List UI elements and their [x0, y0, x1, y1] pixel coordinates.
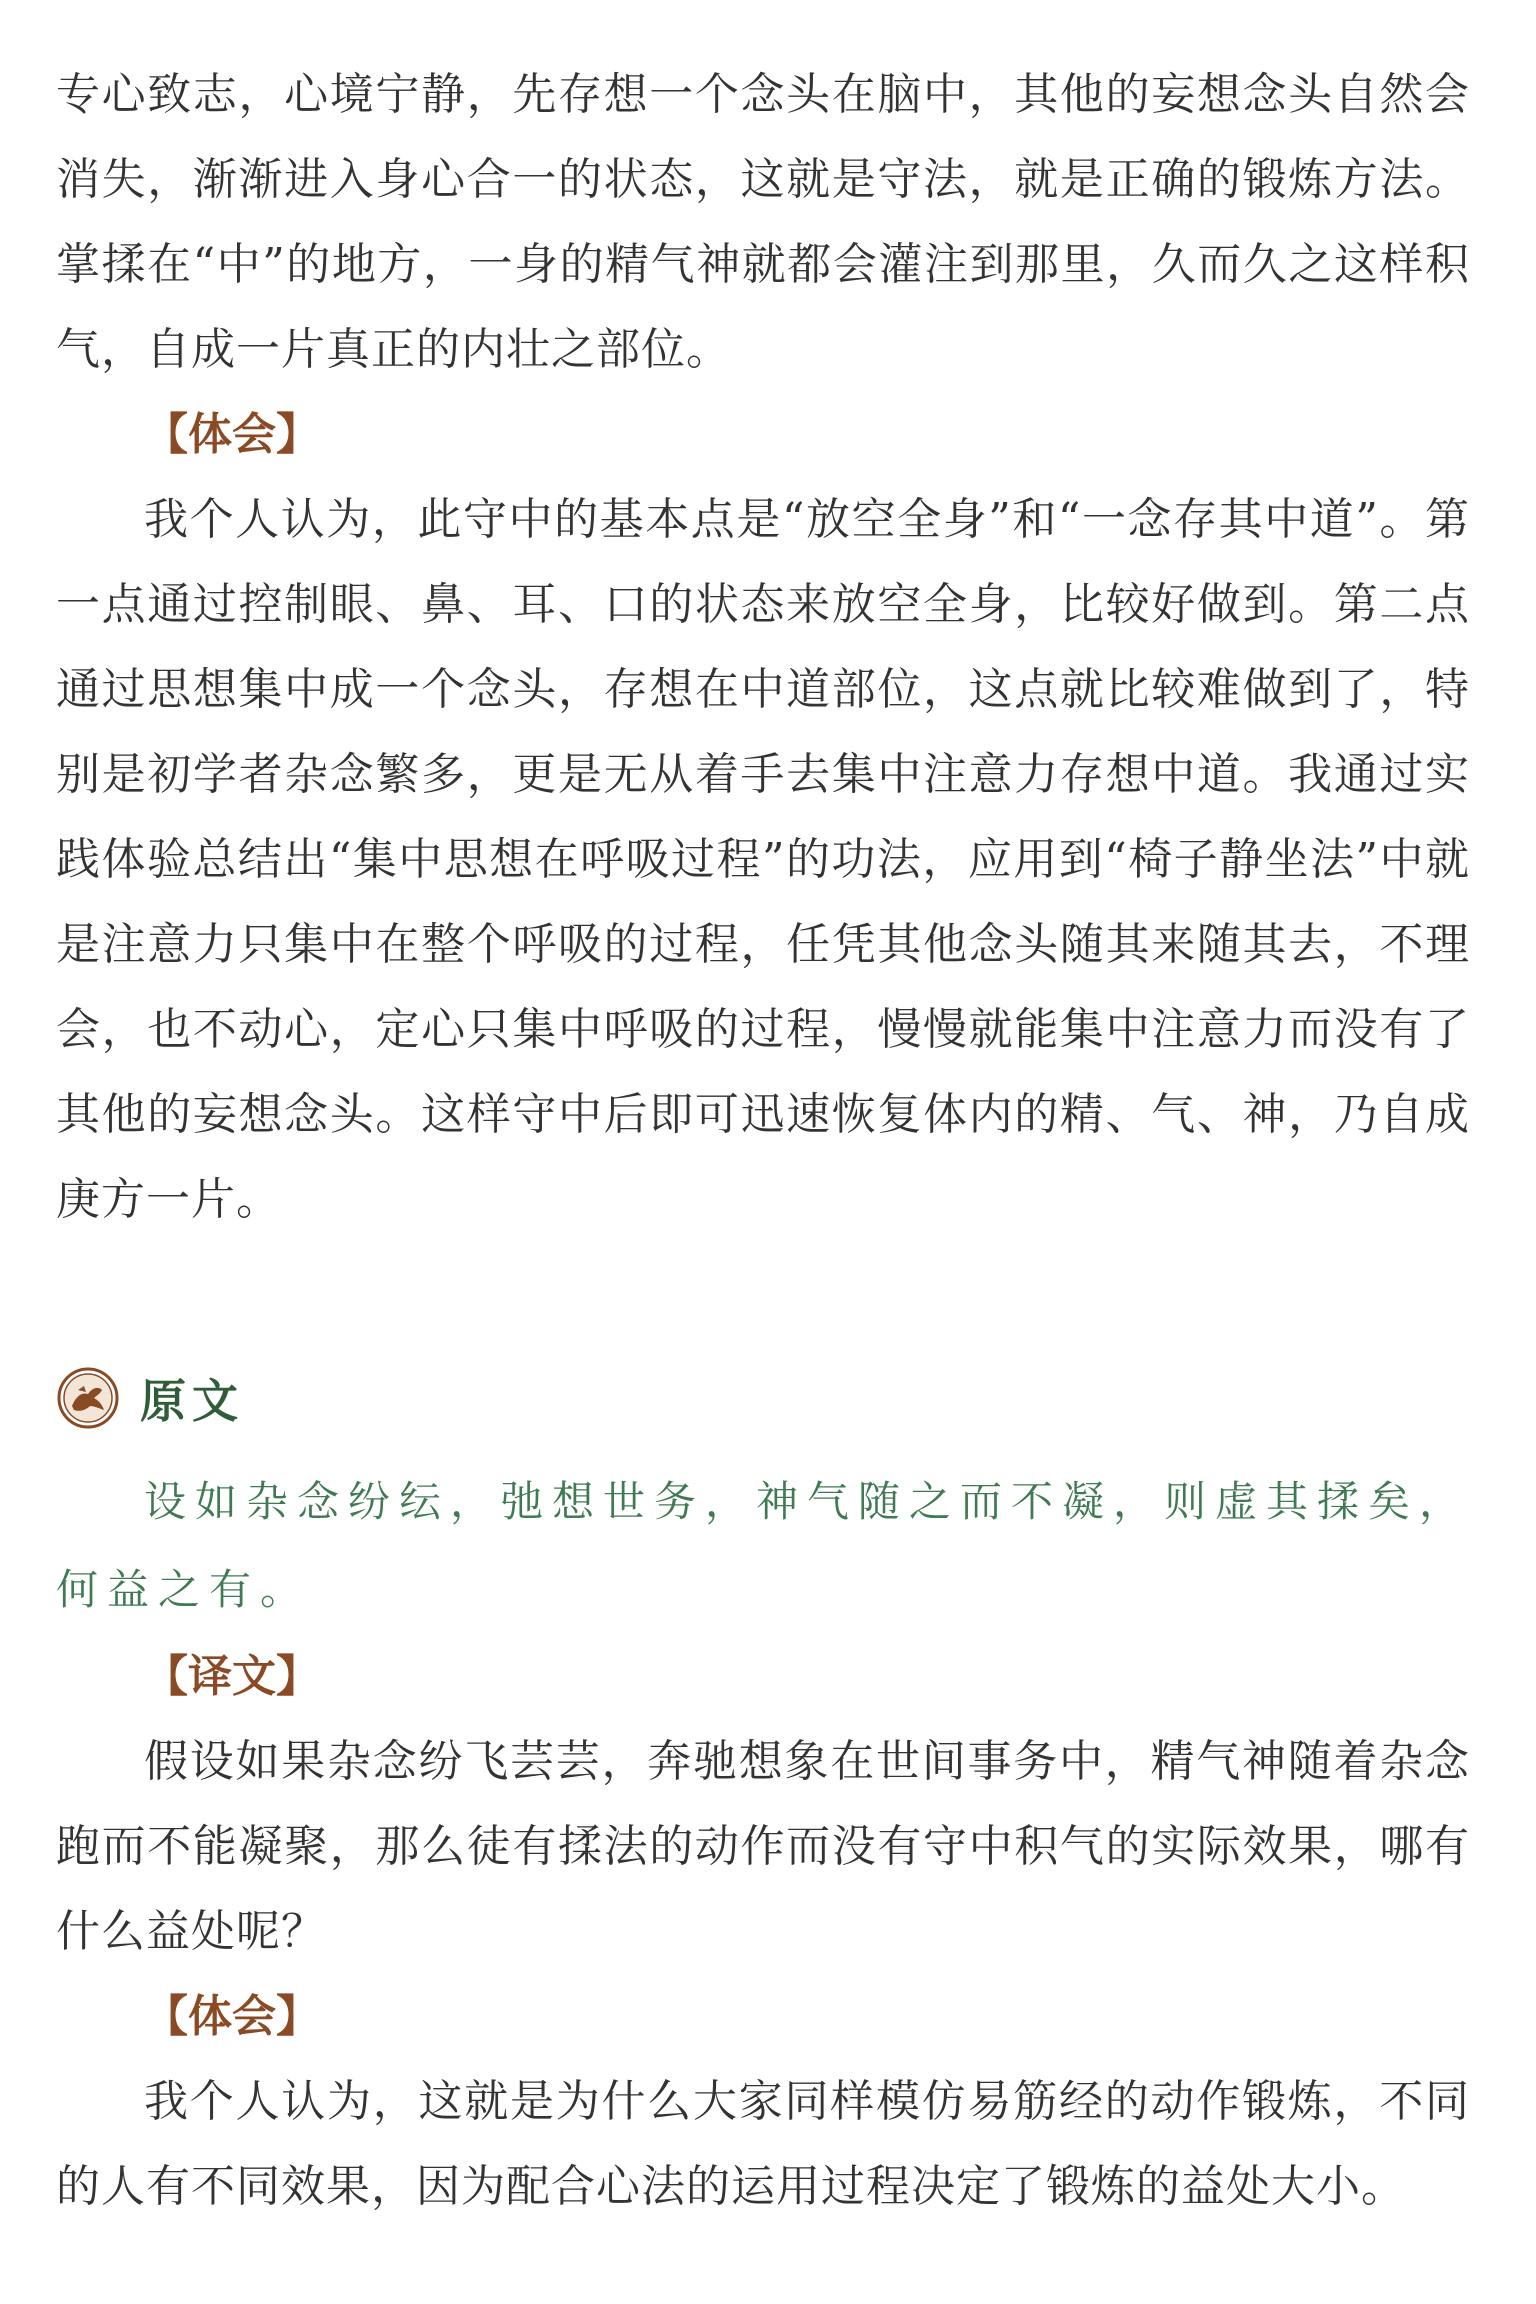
intro-paragraph: 专心致志，心境宁静，先存想一个念头在脑中，其他的妄想念头自然会消失，渐渐进入身心合一的状态，这就是守法，就是正确的锻炼方法。掌揉在“中”的地方，一身的精气神就都会灌注到那里，久而久之这样积气，自成一片真正的内壮之部位。: [56, 69, 1470, 375]
tihui-paragraph-1: 我个人认为，此守中的基本点是“放空全身”和“一念存其中道”。第一点通过控制眼、鼻、耳、口的状态来放空全身，比较好做到。第二点通过思想集中成一个念头，存想在中道部位，这点就比较难做到了，特别是初学者杂念繁多，更是无从着手去集中注意力存想中道。我通过实践体验总结出“集中思想在呼吸过程”的功法，应用到“椅子静坐法”中就是注意力只集中在整个呼吸的过程，任凭其他念头随其来随其去，不理会，也不动心，定心只集中呼吸的过程，慢慢就能集中注意力而没有了其他的妄想念头。这样守中后即可迅速恢复体内的精、气、神，乃自成庚方一片。: [56, 494, 1470, 1225]
section-title-yuanwen: [56, 1338, 1470, 1458]
section-spacer: [56, 1242, 1470, 1338]
section-title-text: 原文: [140, 1374, 244, 1428]
page-content: [56, 52, 1470, 2229]
heading-tihui-2: 【体会】: [144, 1991, 320, 2042]
yiwen-paragraph: 假设如果杂念纷飞芸芸，奔驰想象在世间事务中，精气神随着杂念跑而不能凝聚，那么徒有揉法的动作而没有守中积气的实际效果，哪有什么益处呢？: [56, 1736, 1470, 1957]
heading-tihui-1: 【体会】: [144, 409, 320, 460]
heading-yiwen: 【译文】: [144, 1651, 320, 1702]
tihui-paragraph-2: 我个人认为，这就是为什么大家同样模仿易筋经的动作锻炼，不同的人有不同效果，因为配合心法的运用过程决定了锻炼的益处大小。: [56, 2076, 1470, 2212]
classical-text: 设如杂念纷纭，弛想世务，神气随之而不凝，则虚其揉矣，何益之有。: [56, 1477, 1471, 1614]
seal-icon: [56, 1366, 120, 1430]
